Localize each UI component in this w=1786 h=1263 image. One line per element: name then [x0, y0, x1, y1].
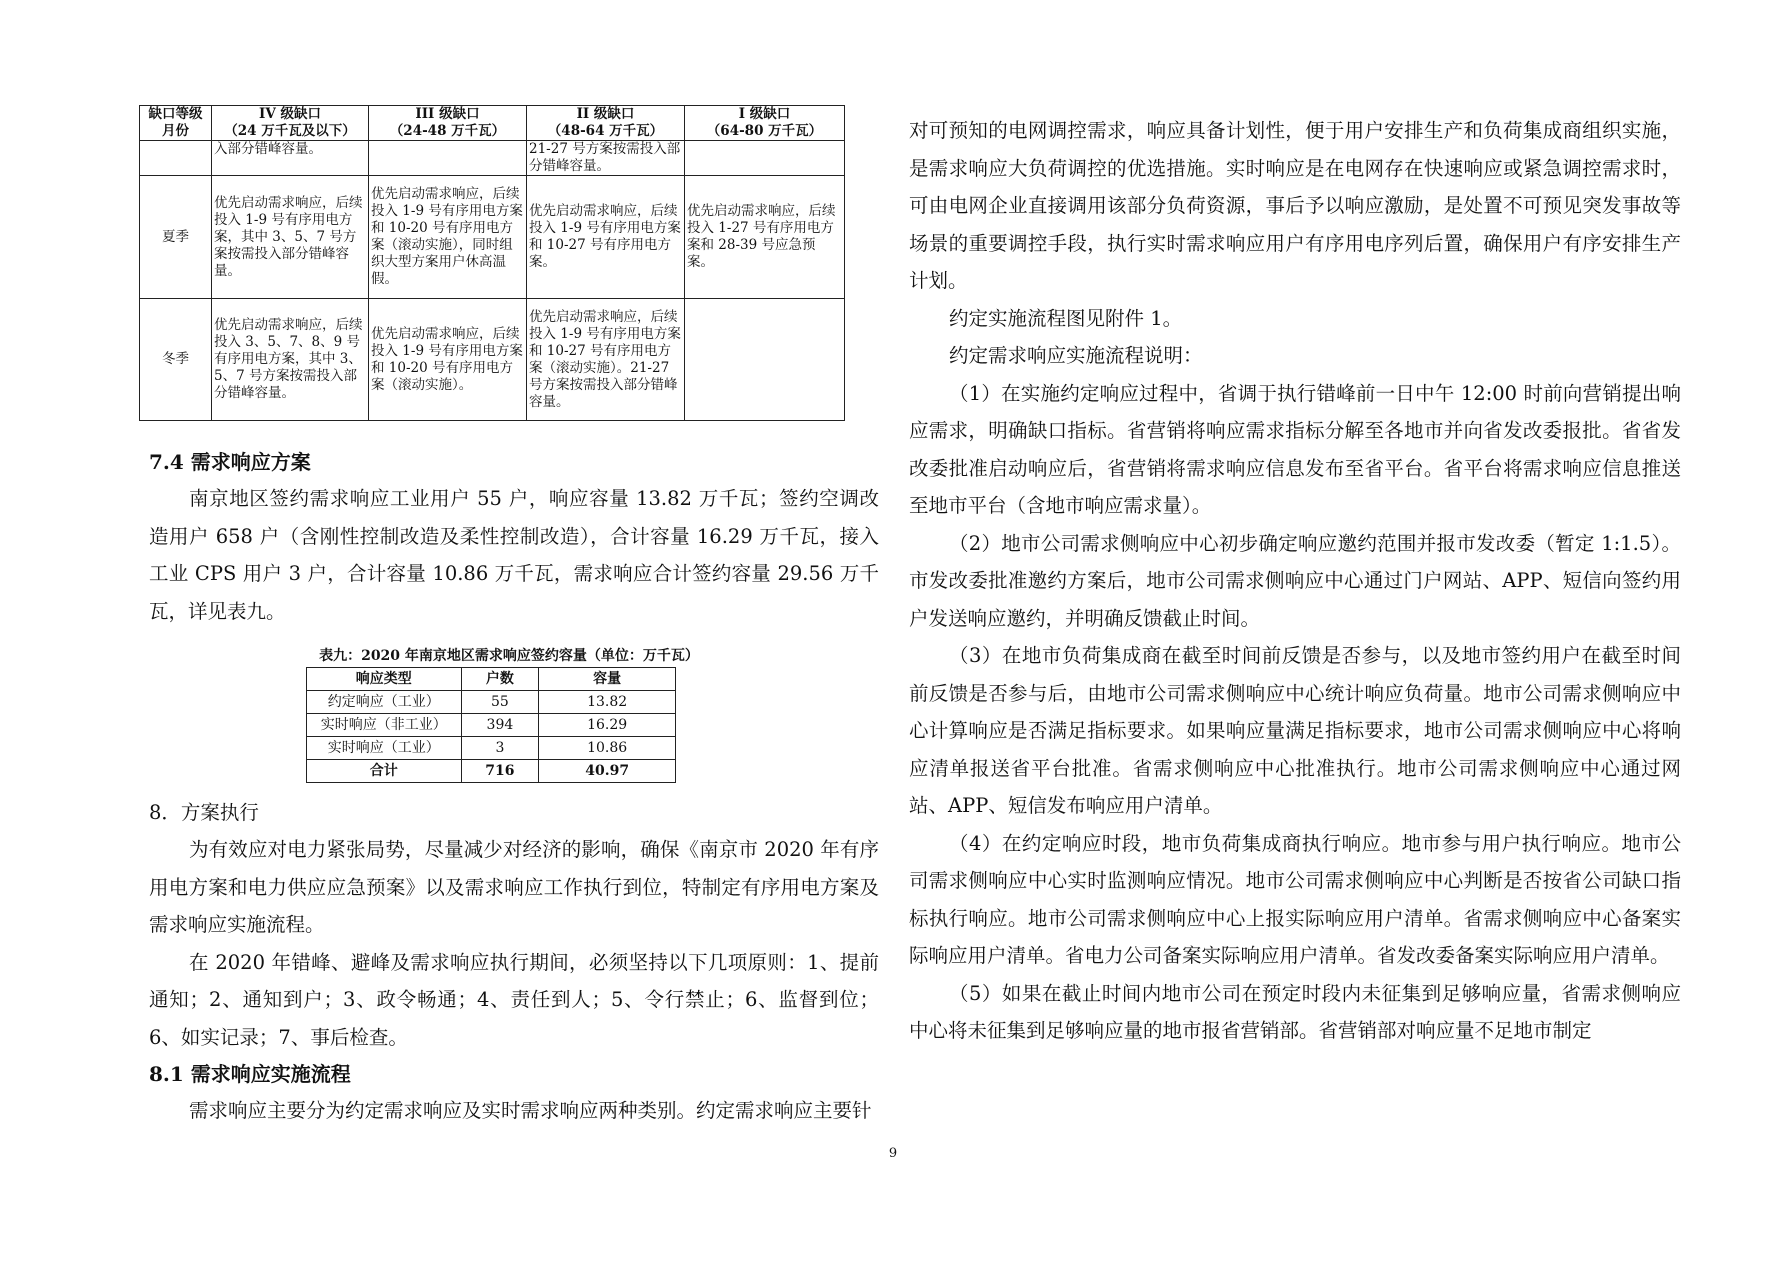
paragraph-step-4: （4）在约定响应时段，地市负荷集成商执行响应。地市参与用户执行响应。地市公司需求侧响应中心实时监测响应情况。地市公司需求侧响应中心判断是否按省公司缺口指标执行响应。地市公司需求侧响应中心上报实际响应用户清单。省需求侧响应中心备案实际响应用户清单。省电力公司备案实际响应用户清单。省发改委备案实际响应用户清单。	[909, 831, 1681, 967]
season-cell	[140, 141, 212, 176]
table-header-row	[140, 106, 845, 141]
table9	[306, 667, 676, 783]
section-8-1-heading: 8.1 需求响应实施流程	[149, 1062, 351, 1086]
table-cell	[685, 141, 845, 176]
table-row	[140, 176, 845, 299]
table9-total-row: 合计 716 40.97	[307, 760, 676, 783]
table-cell: 21-27 号方案按需投入部分错峰容量。	[527, 141, 685, 176]
header-level-ii: II 级缺口 （48-64 万千瓦）	[527, 106, 685, 141]
table-row: 实时响应（工业） 3 10.86	[307, 737, 676, 760]
table9-header: 容量	[539, 668, 676, 691]
paragraph-step-2: （2）地市公司需求侧响应中心初步确定响应邀约范围并报市发改委（暂定 1:1.5）。市发改委批准邀约方案后，地市公司需求侧响应中心通过门户网站、APP、短信向签约用户发送响应邀约，并明确反馈截止时间。	[909, 531, 1681, 630]
page-number: 9	[888, 1146, 898, 1161]
table-cell: 优先启动需求响应，后续投入 1-9 号有序用电方案和 10-20 号有序用电方案（滚动实施）。	[369, 299, 527, 421]
table9-caption: 表九：2020 年南京地区需求响应签约容量（单位：万千瓦）	[319, 648, 699, 664]
table-row	[140, 299, 845, 421]
table-cell	[685, 299, 845, 421]
table-cell: 优先启动需求响应，后续投入 1-9 号有序用电方案和 10-27 号有序用电方案（滚动实施）。21-27 号方案按需投入部分错峰容量。	[527, 299, 685, 421]
table-cell	[369, 141, 527, 176]
table-cell: 优先启动需求响应，后续投入 1-9 号有序用电方案，其中 3、5、7 号方案按需投入部分错峰容量。	[212, 176, 369, 299]
table9-header: 响应类型	[307, 668, 462, 691]
paragraph-process-intro: 约定需求响应实施流程说明：	[949, 344, 1203, 367]
section-8-heading: 8．方案执行	[149, 801, 259, 824]
table-cell: 入部分错峰容量。	[212, 141, 369, 176]
section-8-paragraph-2: 在 2020 年错峰、避峰及需求响应执行期间，必须坚持以下几项原则：1、提前通知；2、通知到户；3、政令畅通；4、责任到人；5、令行禁止；6、监督到位；6、如实记录；7、事后检查。	[149, 950, 879, 1049]
section-8-1-paragraph: 需求响应主要分为约定需求响应及实时需求响应两种类别。约定需求响应主要针	[189, 1099, 872, 1122]
paragraph-step-3: （3）在地市负荷集成商在截至时间前反馈是否参与，以及地市签约用户在截至时间前反馈是否参与后，由地市公司需求侧响应中心统计响应负荷量。地市公司需求侧响应中心计算响应是否满足指标要求。如果响应量满足指标要求，地市公司需求侧响应中心将响应清单报送省平台批准。省需求侧响应中心批准执行。地市公司需求侧响应中心通过网站、APP、短信发布响应用户清单。	[909, 644, 1681, 817]
paragraph-continued: 对可预知的电网调控需求，响应具备计划性，便于用户安排生产和负荷集成商组织实施，是需求响应大负荷调控的优选措施。实时响应是在电网存在快速响应或紧急调控需求时，可由电网企业直接调用该部分负荷资源，事后予以响应激励，是处置不可预见突发事故等场景的重要调控手段，执行实时需求响应用户有序用电序列后置，确保用户有序安排生产计划。	[909, 119, 1681, 292]
section-7-4-heading: 7.4 需求响应方案	[149, 450, 311, 474]
table-row: 实时响应（非工业） 394 16.29	[307, 714, 676, 737]
season-cell: 夏季	[140, 176, 212, 299]
table-cell: 优先启动需求响应，后续投入 1-9 号有序用电方案和 10-27 号有序用电方案。	[527, 176, 685, 299]
header-level-iv: IV 级缺口 （24 万千瓦及以下）	[212, 106, 369, 141]
table-cell: 优先启动需求响应，后续投入 3、5、7、8、9 号有序用电方案，其中 3、5、7 号方案按需投入部分错峰容量。	[212, 299, 369, 421]
table9-header: 户数	[461, 668, 539, 691]
table-cell: 优先启动需求响应，后续投入 1-27 号有序用电方案和 28-39 号应急预案。	[685, 176, 845, 299]
section-8-paragraph-1: 为有效应对电力紧张局势，尽量减少对经济的影响，确保《南京市 2020 年有序用电方案和电力供应应急预案》以及需求响应工作执行到位，特制定有序用电方案及需求响应实施流程。	[149, 838, 879, 936]
paragraph-step-1: （1）在实施约定响应过程中，省调于执行错峰前一日中午 12:00 时前向营销提出响应需求，明确缺口指标。省营销将响应需求指标分解至各地市并向省发改委报批。省省发改委批准启动响应后，省营销将需求响应信息发布至省平台。省平台将需求响应信息推送至地市平台（含地市响应需求量）。	[909, 381, 1681, 517]
paragraph-flowchart-note: 约定实施流程图见附件 1。	[949, 306, 1183, 330]
paragraph-step-5: （5）如果在截止时间内地市公司在预定时段内未征集到足够响应量，省需求侧响应中心将未征集到足够响应量的地市报省营销部。省营销部对响应量不足地市制定	[909, 981, 1681, 1042]
season-cell: 冬季	[140, 299, 212, 421]
table-cell: 优先启动需求响应，后续投入 1-9 号有序用电方案和 10-20 号有序用电方案（滚动实施），同时组织大型方案用户休高温假。	[369, 176, 527, 299]
header-level-iii: III 级缺口 （24-48 万千瓦）	[369, 106, 527, 141]
header-level-i: I 级缺口 （64-80 万千瓦）	[685, 106, 845, 141]
section-7-4-paragraph: 南京地区签约需求响应工业用户 55 户，响应容量 13.82 万千瓦；签约空调改造用户 658 户（含刚性控制改造及柔性控制改造），合计容量 16.29 万千瓦，接入工业 CPS 用户 3 户，合计容量 10.86 万千瓦，需求响应合计签约容量 29.56 万千瓦，详见表九。	[149, 487, 879, 623]
header-level-month: 缺口等级 月份	[140, 106, 212, 141]
table-row: 约定响应（工业） 55 13.82	[307, 691, 676, 714]
curtailment-table	[139, 105, 845, 421]
table-row	[140, 141, 845, 176]
